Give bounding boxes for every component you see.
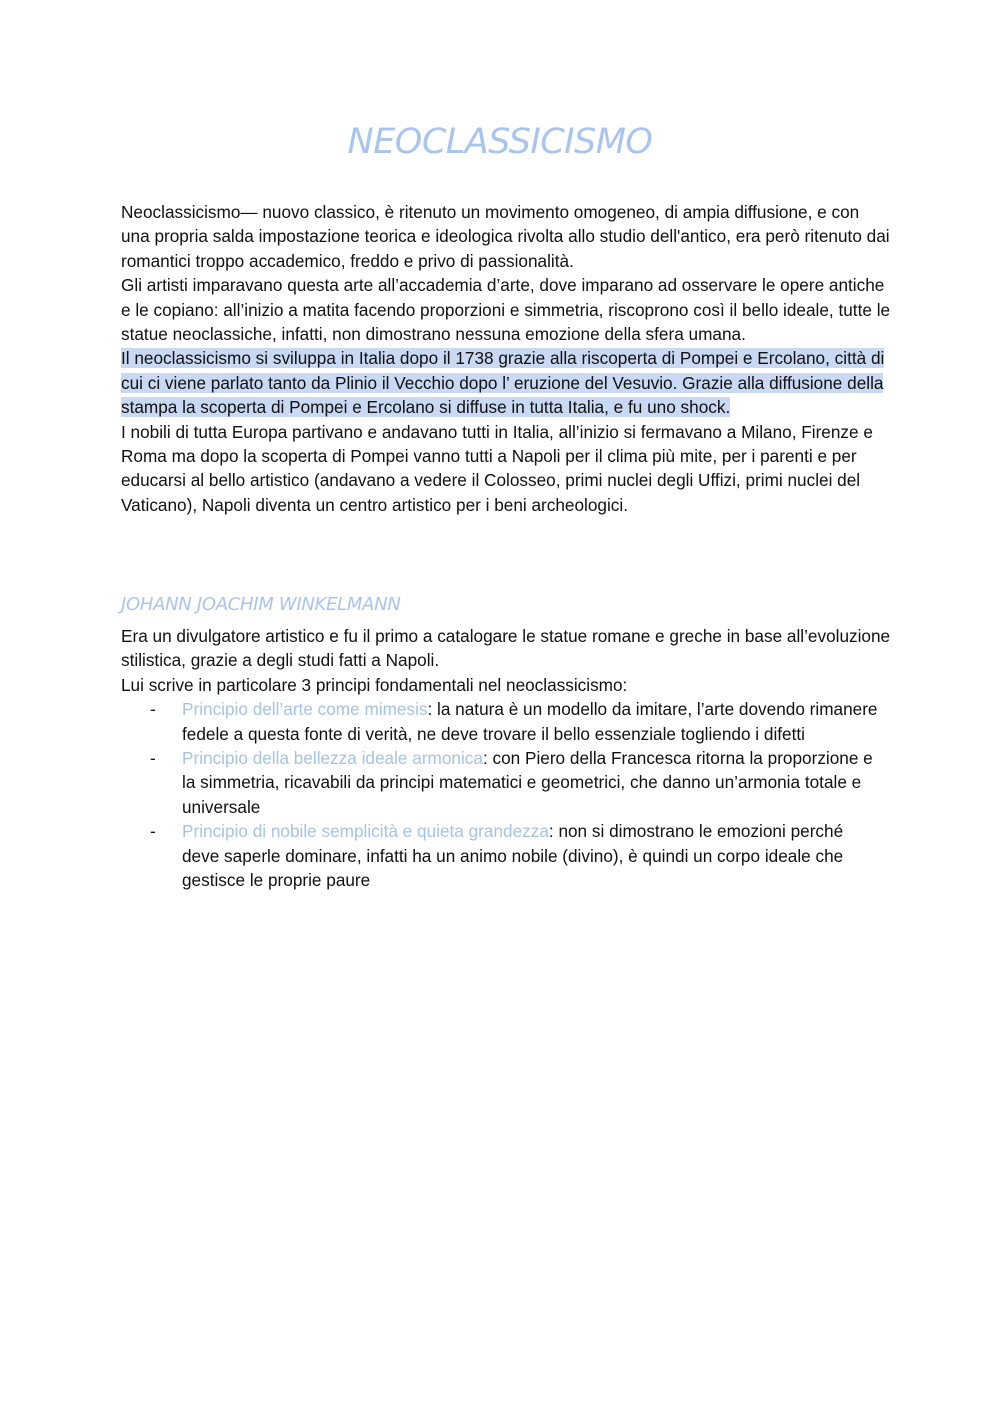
principle-text: : con Piero della Francesca ritorna la proporzione e la simmetria, ricavabili da principi matematici e geometrici, che danno un’armonia totale e universale: [182, 748, 873, 817]
list-item: [121, 697, 882, 746]
list-item: [121, 746, 882, 819]
intro-paragraph-4: I nobili di tutta Europa partivano e andavano tutti in Italia, all’inizio si fermavano a Milano, Firenze e Roma ma dopo la scoperta di Pompei vanno tutti a Napoli per il clima più mite, per i parenti e per educarsi al bello artistico (andavano a vedere il Colosseo, primi nuclei degli Uffizi, primi nuclei del Vaticano), Napoli diventa un centro artistico per i beni archeologici.: [121, 421, 873, 515]
section-paragraph-1: Era un divulgatore artistico e fu il primo a catalogare le statue romane e greche in base all’evoluzione stilistica, grazie a degli studi fatti a Napoli.: [121, 626, 891, 671]
principle-text: : non si dimostrano le emozioni perché deve saperle dominare, infatti ha un animo nobile (divino), è quindi un corpo ideale che gestisce le proprie paure: [182, 821, 844, 891]
principle-term: Principio dell’arte come mimesis: [182, 699, 428, 720]
principles-list: [121, 697, 891, 892]
list-dash: -: [150, 748, 156, 769]
intro-paragraph-1: Neoclassicismo— nuovo classico, è ritenuto un movimento omogeneo, di ampia diffusione, e con una propria salda impostazione teorica e ideologica rivolta allo studio dell'antico, era però ritenuto dai romantici troppo accademico, freddo e privo di passionalità.: [121, 202, 890, 271]
list-item: [121, 819, 882, 892]
intro-body: [121, 200, 891, 517]
principle-text: : la natura è un modello da imitare, l’arte dovendo rimanere fedele a questa fonte di verità, ne deve trovare il bello essenziale togliendo i difetti: [182, 699, 878, 744]
intro-paragraph-3: [121, 346, 891, 419]
section-title: JOHANN JOACHIM WINKELMANN: [121, 594, 401, 615]
principle-term: Principio di nobile semplicità e quieta grandezza: [182, 821, 549, 842]
section-body: [121, 624, 891, 892]
intro-paragraph-2: Gli artisti imparavano questa arte all’accademia d’arte, dove imparano ad osservare le opere antiche e le copiano: all’inizio a matita facendo proporzioni e simmetria, riscoprono così il bello ideale, tutte le statue neoclassiche, infatti, non dimostrano nessuna emozione della sfera umana.: [121, 275, 891, 345]
list-dash: -: [150, 699, 156, 720]
section-paragraph-2: Lui scrive in particolare 3 principi fondamentali nel neoclassicismo:: [121, 674, 628, 695]
list-dash: -: [150, 821, 156, 842]
principle-term: Principio della bellezza ideale armonica: [182, 748, 483, 769]
document-title: NEOCLASSICISMO: [347, 122, 653, 162]
highlighted-text: Il neoclassicismo si sviluppa in Italia dopo il 1738 grazie alla riscoperta di Pompei e Ercolano, città di cui ci viene parlato tanto da Plinio il Vecchio dopo l’ eruzione del Vesuvio. Grazie alla diffusione della stampa la scoperta di Pompei e Ercolano si diffuse in tutta Italia, e fu uno shock.: [121, 348, 885, 418]
